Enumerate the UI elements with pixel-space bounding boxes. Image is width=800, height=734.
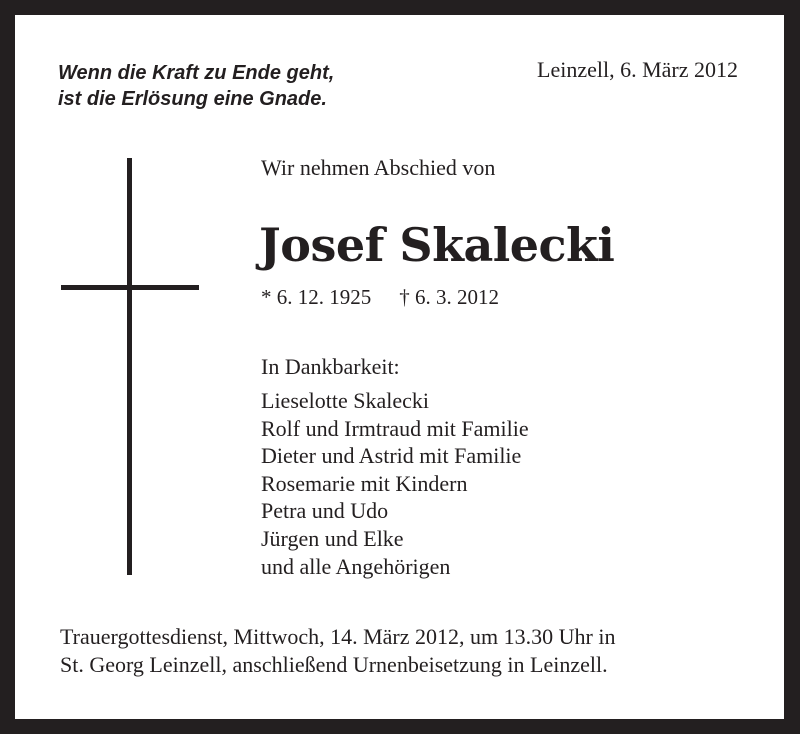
place-and-date: Leinzell, 6. März 2012 — [537, 57, 738, 82]
life-dates — [261, 285, 499, 310]
mourner-item: Rolf und Irmtraud mit Familie — [261, 415, 529, 441]
motto-line-1: Wenn die Kraft zu Ende geht, — [58, 62, 335, 84]
thanks-label: In Dankbarkeit: — [261, 354, 400, 379]
mourners-list — [261, 387, 529, 580]
motto-line-2: ist die Erlösung eine Gnade. — [58, 88, 327, 110]
service-line-2: St. Georg Leinzell, anschließend Urnenbeisetzung in Leinzell. — [60, 652, 608, 677]
cross-vertical-bar — [127, 158, 132, 575]
mourner-item: und alle Angehörigen — [261, 553, 451, 579]
farewell-intro: Wir nehmen Abschied von — [261, 155, 496, 180]
mourner-item: Rosemarie mit Kindern — [261, 470, 468, 496]
motto — [58, 60, 334, 112]
death-date: † 6. 3. 2012 — [399, 285, 499, 309]
deceased-name: Josef Skalecki — [259, 218, 615, 272]
funeral-service-info — [60, 623, 615, 679]
service-line-1: Trauergottesdienst, Mittwoch, 14. März 2012, um 13.30 Uhr in — [60, 624, 616, 649]
cross-horizontal-bar — [61, 285, 199, 290]
mourner-item: Jürgen und Elke — [261, 525, 404, 551]
mourner-item: Dieter und Astrid mit Familie — [261, 443, 522, 469]
mourner-item: Lieselotte Skalecki — [261, 388, 429, 413]
mourner-item: Petra und Udo — [261, 498, 389, 524]
birth-date: * 6. 12. 1925 — [261, 285, 372, 309]
